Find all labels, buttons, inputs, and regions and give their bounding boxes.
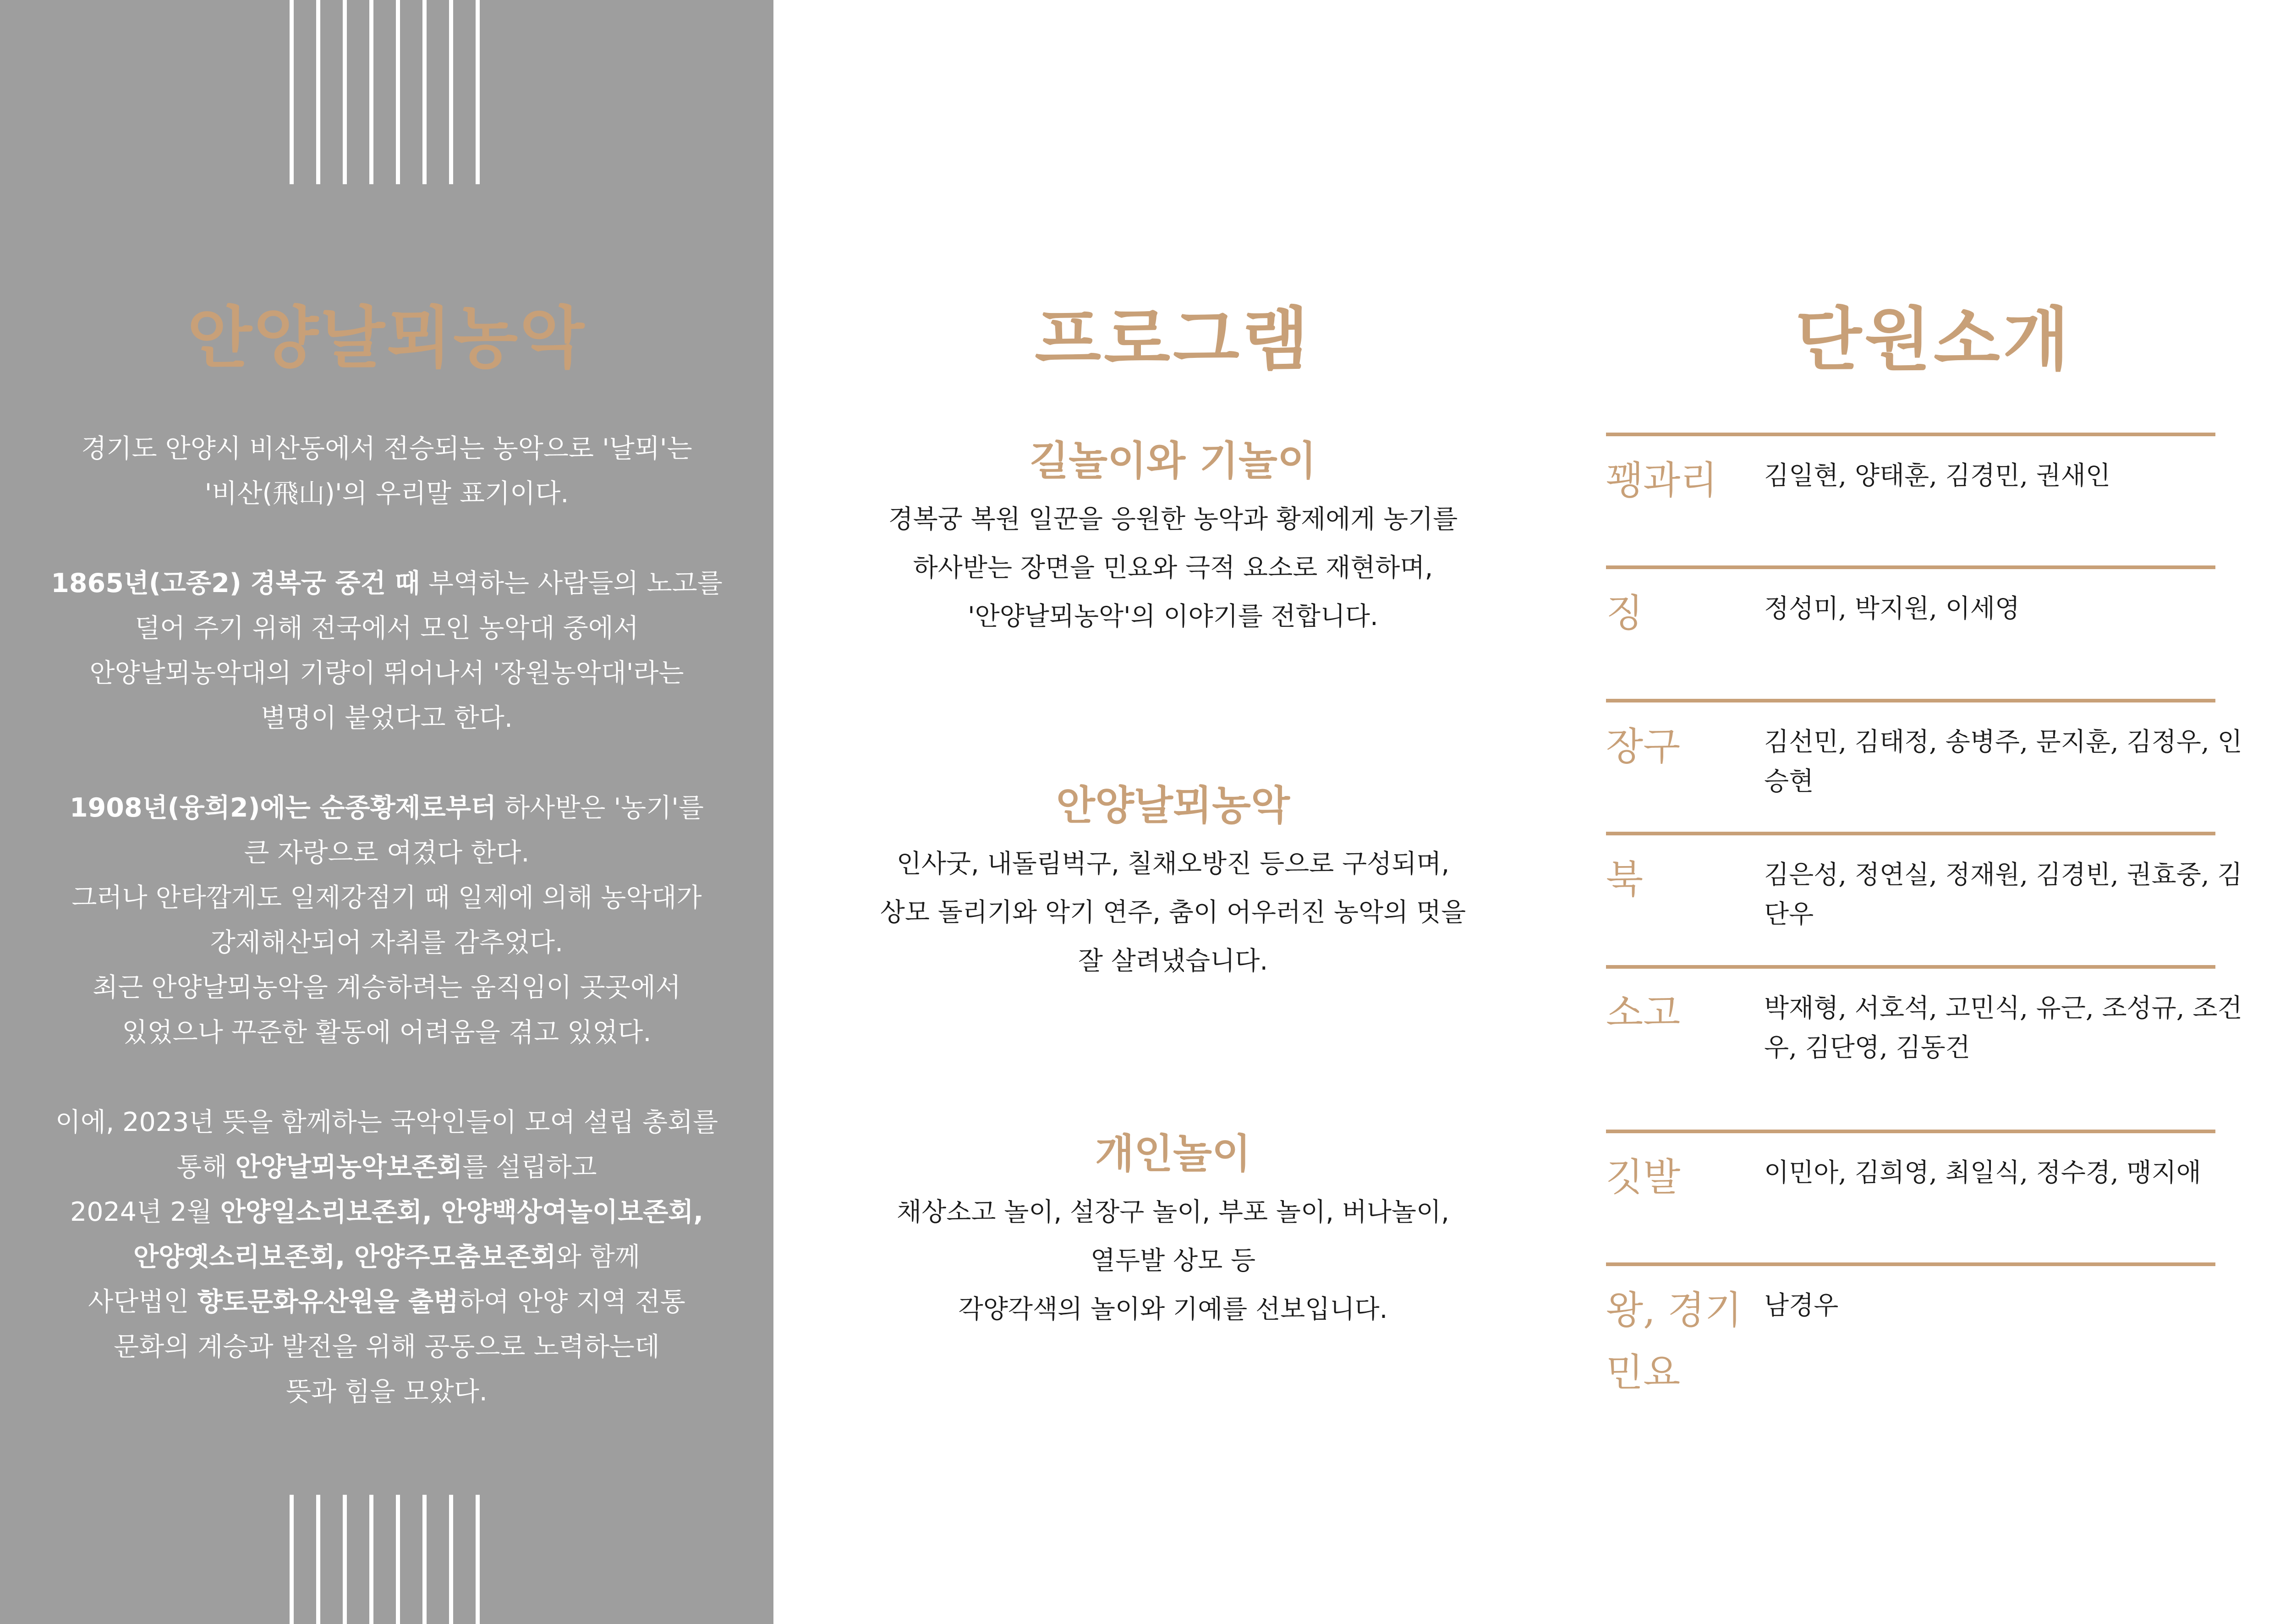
intro-line xyxy=(27,426,746,471)
intro-line xyxy=(27,785,746,830)
intro-paragraph xyxy=(27,785,746,1055)
members-title: 단원소개 xyxy=(1795,299,2072,380)
description-line: 각양각색의 놀이와 기예를 선보입니다. xyxy=(958,1295,1388,1324)
emphasis-text: 안양일소리보존회, 안양백상여놀이보존회, xyxy=(220,1197,703,1227)
intro-text: 사단법인 xyxy=(88,1287,197,1317)
intro-line xyxy=(27,471,746,516)
description-line: 채상소고 놀이, 설장구 놀이, 부포 놀이, 버나놀이, xyxy=(897,1197,1449,1227)
intro-line xyxy=(27,920,746,965)
program-item-description xyxy=(839,495,1507,641)
intro-line xyxy=(27,1145,746,1190)
divider-line xyxy=(1606,699,2215,702)
instrument-label: 징 xyxy=(1606,591,1644,636)
program-item-description xyxy=(839,840,1507,986)
intro-text: 덜어 주기 위해 전국에서 모인 농악대 중에서 xyxy=(135,613,639,643)
intro-text: 하사받은 '농기'를 xyxy=(496,793,704,823)
member-names: 김선민, 김태정, 송병주, 문지훈, 김정우, 인승현 xyxy=(1764,727,2242,796)
intro-text: 를 설립하고 xyxy=(462,1152,597,1182)
stripe-bar xyxy=(343,1495,347,1624)
description-line: 열두발 상모 등 xyxy=(1090,1246,1256,1276)
intro-paragraph xyxy=(27,426,746,516)
stripe-bar xyxy=(476,0,480,184)
instrument-label: 꽹과리 xyxy=(1606,458,1718,503)
program-item-individual xyxy=(839,1126,1507,1334)
intro-text: '비산(飛山)'의 우리말 표기이다. xyxy=(204,478,569,509)
emphasis-text: 1908년(융희2)에는 순종황제로부터 xyxy=(69,793,496,823)
intro-text: 큰 자랑으로 여겼다 한다. xyxy=(244,838,530,868)
instrument-label: 깃발 xyxy=(1606,1155,1681,1200)
divider-line xyxy=(1606,433,2215,436)
intro-line xyxy=(27,696,746,741)
intro-line xyxy=(27,1234,746,1279)
intro-paragraph xyxy=(27,561,746,741)
intro-line xyxy=(27,1190,746,1234)
stripe-bar xyxy=(369,1495,373,1624)
intro-line xyxy=(27,1369,746,1414)
decorative-stripes-bottom xyxy=(290,1495,479,1624)
description-line: 잘 살려냈습니다. xyxy=(1078,946,1268,976)
intro-text: 있었으나 꾸준한 활동에 어려움을 겪고 있었다. xyxy=(122,1017,652,1048)
description-line: 하사받는 장면을 민요와 극적 요소로 재현하며, xyxy=(913,553,1433,583)
stripe-bar xyxy=(476,1495,480,1624)
program-item-title: 길놀이와 기놀이 xyxy=(1030,437,1316,484)
divider-line xyxy=(1606,1262,2215,1266)
description-line: '안양날뫼농악'의 이야기를 전합니다. xyxy=(968,602,1378,631)
stripe-bar xyxy=(449,0,453,184)
description-line: 인사굿, 내돌림벅구, 칠채오방진 등으로 구성되며, xyxy=(896,849,1450,879)
member-names: 정성미, 박지원, 이세영 xyxy=(1764,594,2020,624)
instrument-label: 장구 xyxy=(1606,724,1681,769)
stripe-bar xyxy=(290,1495,294,1624)
intro-line xyxy=(27,651,746,696)
intro-line xyxy=(27,875,746,920)
instrument-label: 소고 xyxy=(1606,990,1681,1035)
intro-text: 별명이 붙었다고 한다. xyxy=(261,703,513,733)
intro-text: 하여 안양 지역 전통 xyxy=(458,1287,685,1317)
stripe-bar xyxy=(369,0,373,184)
intro-text: 부역하는 사람들의 노고를 xyxy=(420,568,723,598)
member-names: 김일현, 양태훈, 김경민, 권새인 xyxy=(1764,461,2110,491)
intro-text: 뜻과 힘을 모았다. xyxy=(286,1377,488,1407)
intro-line xyxy=(27,1324,746,1369)
stripe-bar xyxy=(316,1495,320,1624)
intro-text: 문화의 계승과 발전을 위해 공동으로 노력하는데 xyxy=(114,1332,660,1362)
intro-title: 안양날뫼농악 xyxy=(187,299,586,377)
stripe-bar xyxy=(316,0,320,184)
program-item-nongak xyxy=(839,778,1507,986)
stripe-bar xyxy=(422,1495,427,1624)
intro-line xyxy=(27,561,746,606)
member-names: 남경우 xyxy=(1764,1291,1839,1321)
member-names: 박재형, 서호석, 고민식, 유근, 조성규, 조건우, 김단영, 김동건 xyxy=(1764,993,2242,1063)
emphasis-text: 향토문화유산원을 출범 xyxy=(197,1287,459,1317)
stripe-bar xyxy=(290,0,294,184)
program-item-gilnori xyxy=(839,433,1507,641)
intro-text: 그러나 안타깝게도 일제강점기 때 일제에 의해 농악대가 xyxy=(71,883,702,913)
stripe-bar xyxy=(343,0,347,184)
intro-text: 경기도 안양시 비산동에서 전승되는 농악으로 '날뫼'는 xyxy=(81,433,692,464)
program-title: 프로그램 xyxy=(1035,299,1311,380)
intro-paragraph xyxy=(27,1100,746,1414)
intro-text: 최근 안양날뫼농악을 계승하려는 움직임이 곳곳에서 xyxy=(93,972,681,1003)
stripe-bar xyxy=(449,1495,453,1624)
intro-text: 2024년 2월 xyxy=(70,1197,220,1227)
program-item-title: 안양날뫼농악 xyxy=(1056,781,1290,829)
intro-body xyxy=(27,426,746,1414)
description-line: 상모 돌리기와 악기 연주, 춤이 어우러진 농악의 멋을 xyxy=(880,898,1466,927)
stripe-bar xyxy=(422,0,427,184)
program-item-description xyxy=(839,1188,1507,1334)
instrument-label: 북 xyxy=(1606,857,1644,902)
stripe-bar xyxy=(396,0,400,184)
intro-line xyxy=(27,1010,746,1055)
intro-panel xyxy=(0,0,773,1624)
divider-line xyxy=(1606,965,2215,969)
member-names: 이민아, 김희영, 최일식, 정수경, 맹지애 xyxy=(1764,1158,2201,1188)
intro-text: 이에, 2023년 뜻을 함께하는 국악인들이 모여 설립 총회를 xyxy=(55,1107,718,1137)
intro-line xyxy=(27,606,746,651)
intro-text: 강제해산되어 자취를 감추었다. xyxy=(210,927,564,958)
program-item-title: 개인놀이 xyxy=(1095,1130,1251,1177)
divider-line xyxy=(1606,832,2215,835)
intro-text: 안양날뫼농악대의 기량이 뛰어나서 '장원농악대'라는 xyxy=(89,658,684,688)
intro-line xyxy=(27,830,746,875)
intro-line xyxy=(27,1100,746,1145)
decorative-stripes-top xyxy=(290,0,479,184)
intro-text: 와 함께 xyxy=(556,1242,640,1272)
intro-line xyxy=(27,1279,746,1324)
member-names: 김은성, 정연실, 정재원, 김경빈, 권효중, 김단우 xyxy=(1764,860,2242,929)
instrument-label: 왕, 경기민요 xyxy=(1606,1288,1742,1395)
description-line: 경복궁 복원 일꾼을 응원한 농악과 황제에게 농기를 xyxy=(888,505,1458,534)
emphasis-text: 안양날뫼농악보존회 xyxy=(235,1152,463,1182)
divider-line xyxy=(1606,565,2215,569)
stripe-bar xyxy=(396,1495,400,1624)
intro-line xyxy=(27,965,746,1010)
emphasis-text: 1865년(고종2) 경복궁 중건 때 xyxy=(51,568,420,598)
intro-text: 통해 xyxy=(176,1152,236,1182)
divider-line xyxy=(1606,1130,2215,1133)
emphasis-text: 안양옛소리보존회, 안양주모춤보존회 xyxy=(133,1242,556,1272)
